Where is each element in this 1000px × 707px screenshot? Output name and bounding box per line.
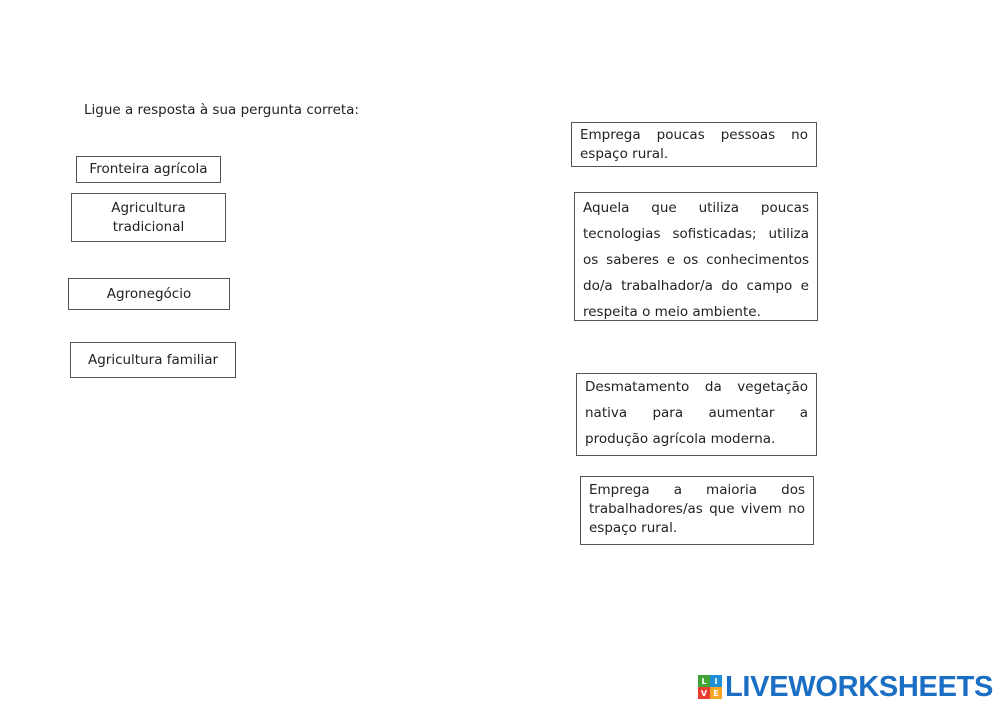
logo-icon bbox=[698, 675, 722, 699]
term-label: Agricultura familiar bbox=[87, 351, 219, 368]
brand-name: LIVEWORKSHEETS bbox=[725, 671, 994, 703]
definition-text: Desmatamento da vegetação nativa para aumentar a produção agrícola moderna. bbox=[585, 379, 808, 447]
definition-box-3[interactable] bbox=[576, 373, 817, 456]
definition-text: Emprega poucas pessoas no espaço rural. bbox=[580, 127, 808, 162]
term-label: Agronegócio bbox=[106, 285, 192, 302]
term-fronteira-agricola[interactable] bbox=[76, 156, 221, 183]
logo-letter-l: L bbox=[698, 675, 710, 687]
logo-letter-e: E bbox=[710, 687, 722, 699]
term-label-line-1: Agricultura bbox=[111, 199, 186, 216]
logo-letter-v: V bbox=[698, 687, 710, 699]
definition-box-4[interactable] bbox=[580, 476, 814, 545]
definition-box-2[interactable] bbox=[574, 192, 818, 321]
term-label-line-2: tradicional bbox=[112, 218, 185, 235]
instruction-text: Ligue a resposta à sua pergunta correta: bbox=[84, 102, 359, 118]
term-agricultura-familiar[interactable] bbox=[70, 342, 236, 378]
logo-letter-i: I bbox=[710, 675, 722, 687]
term-agricultura-tradicional[interactable] bbox=[71, 193, 226, 242]
definition-text: Aquela que utiliza poucas tecnologias sofisticadas; utiliza os saberes e os conhecimentos do/a trabalhador/a do campo e respeita o meio ambiente. bbox=[583, 200, 809, 320]
term-label: Fronteira agrícola bbox=[89, 161, 208, 177]
definition-text: Emprega a maioria dos trabalhadores/as que vivem no espaço rural. bbox=[589, 482, 805, 536]
liveworksheets-logo bbox=[698, 672, 993, 702]
definition-box-1[interactable] bbox=[571, 122, 817, 167]
term-agronegocio[interactable] bbox=[68, 278, 230, 310]
